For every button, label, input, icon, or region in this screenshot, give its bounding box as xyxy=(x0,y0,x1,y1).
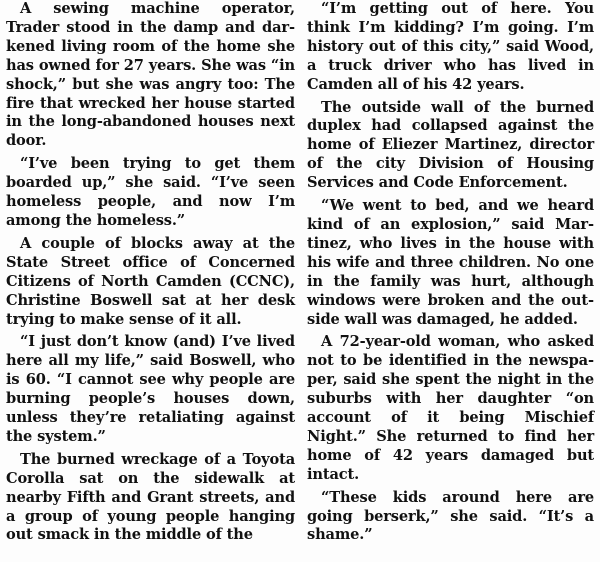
paragraph-elderly-woman: A 72-year-old woman, who asked not to be identified in the newspaper, said she spent the night in the suburbs with her daughter “on account of it being Mischief Night.” She returned to find her home of 42 years damaged but intact. xyxy=(307,333,594,483)
article-column-right xyxy=(307,0,594,549)
paragraph-boswell-quote: “I just don’t know (and) I’ve lived here all my life,” said Boswell, who is 60. “I cannot see why people are burning people’s houses down, unless they’re retaliating against the system.” xyxy=(6,333,295,445)
paragraph-duplex-wall: The outside wall of the burned duplex had collapsed against the home of Eliezer Martinez, director of the city Division of Housing Services and Code Enforcement. xyxy=(307,98,594,192)
paragraph-martinez-quote: “We went to bed, and we heard kind of an explosion,” said Martinez, who lives in the house with his wife and three children. No one in the family was hurt, although windows were broken and the outside wall was damaged, he added. xyxy=(307,197,594,328)
paragraph-trader-quote: “I’ve been trying to get them boarded up,” she said. “I’ve seen homeless people, and now I’m among the homeless.” xyxy=(6,155,295,229)
article-column-left xyxy=(6,0,295,549)
paragraph-ccnc-office: A couple of blocks away at the State Street office of Concerned Citizens of North Camden (CCNC), Christine Boswell sat at her desk trying to make sense of it all. xyxy=(6,234,295,328)
paragraph-burned-car: The burned wreckage of a Toyota Corolla sat on the sidewalk at nearby Fifth and Grant streets, and a group of young people hanging out smack in the middle of the xyxy=(6,450,295,544)
paragraph-wood-quote: “I’m getting out of here. You think I’m kidding? I’m going. I’m history out of this city,” said Wood, a truck driver who has lived in Camden all of his 42 years. xyxy=(307,0,594,93)
paragraph-trader-intro: A sewing machine operator, Trader stood in the damp and darkened living room of the home she has owned for 27 years. She was “in shock,” but she was angry too: The fire that wrecked her house started in the long-abandoned houses next door. xyxy=(6,0,295,150)
paragraph-closing-quote: “These kids around here are going berserk,” she said. “It’s a shame.” xyxy=(307,488,594,544)
